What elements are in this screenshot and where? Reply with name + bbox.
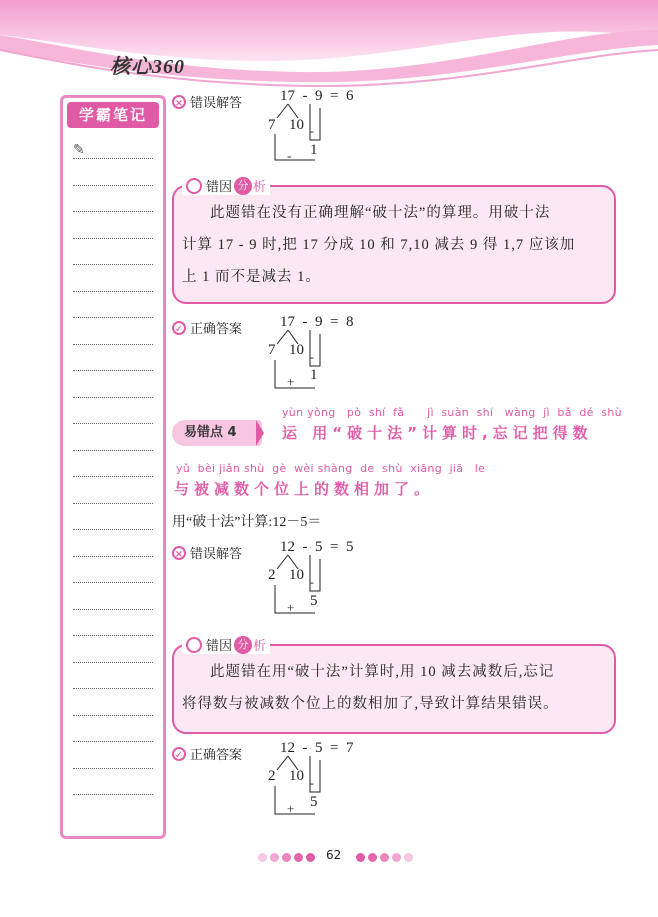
decomposition-tree-1 <box>260 100 380 170</box>
note-line <box>73 582 153 583</box>
minus-mark-2: - <box>310 350 314 364</box>
magnifier-icon <box>186 178 202 194</box>
note-line <box>73 529 153 530</box>
step-val-4: 5 <box>310 794 318 810</box>
brand-logo: 核心360 <box>110 56 185 78</box>
note-line <box>73 238 153 239</box>
analysis-badge: 分 <box>234 636 252 654</box>
note-line <box>73 185 153 186</box>
step-val-3: 5 <box>310 593 318 609</box>
note-line <box>73 503 153 504</box>
equation-2: 17 - 9 = 8 <box>280 314 354 330</box>
header-banner <box>0 0 658 95</box>
analysis-2-line-2: 将得数与被减数个位上的数相加了,导致计算结果错误。 <box>182 696 559 712</box>
split-left-1: 7 <box>268 117 276 133</box>
mistake-point-tag: 易错点 4 <box>172 420 262 446</box>
correct-answer-label-2: ✓ 正确答案 <box>172 744 242 763</box>
step-val-1: 1 <box>310 142 318 158</box>
footer-dot <box>404 853 413 862</box>
note-line <box>73 768 153 769</box>
note-line <box>73 635 153 636</box>
minus-mark-1: - <box>310 124 314 138</box>
step-op-2: + <box>287 374 295 389</box>
magnifier-icon <box>186 637 202 653</box>
wrong-answer-label-2: × 错误解答 <box>172 543 242 562</box>
mistake-text-line-2: 与被减数个位上的数相加了。 <box>174 480 435 498</box>
split-right-4: 10 <box>289 768 304 784</box>
note-line <box>73 211 153 212</box>
note-line <box>73 291 153 292</box>
footer-dot <box>356 853 365 862</box>
pinyin-line-1: yùn yòng pò shí fǎ jì suàn shí wàng jì bǎ dé shù <box>282 406 622 419</box>
problem-text: 用“破十法”计算:12－5＝ <box>172 515 322 530</box>
equation-1: 17 - 9 = 6 <box>280 88 354 104</box>
split-right-3: 10 <box>289 567 304 583</box>
footer-dot <box>306 853 315 862</box>
equation-4: 12 - 5 = 7 <box>280 740 354 756</box>
note-line <box>73 370 153 371</box>
note-line <box>73 450 153 451</box>
wrong-answer-label-1: × 错误解答 <box>172 92 242 111</box>
decomposition-tree-2 <box>260 326 380 396</box>
step-op-1: - <box>287 148 292 163</box>
analysis-1-line-3: 上 1 而不是减去 1。 <box>182 269 321 285</box>
minus-mark-4: - <box>310 776 314 790</box>
analysis-2-line-1: 此题错在用“破十法”计算时,用 10 减去减数后,忘记 <box>210 664 555 680</box>
check-icon: ✓ <box>172 747 186 761</box>
split-right-2: 10 <box>289 342 304 358</box>
note-line <box>73 556 153 557</box>
minus-mark-3: - <box>310 575 314 589</box>
footer-dot <box>294 853 303 862</box>
footer-dot <box>270 853 279 862</box>
split-left-4: 2 <box>268 768 276 784</box>
footer-dot <box>380 853 389 862</box>
note-line <box>73 264 153 265</box>
error-analysis-header-2: 错因 分 析 <box>182 635 270 654</box>
note-line <box>73 158 153 159</box>
wrong-icon: × <box>172 95 186 109</box>
split-right-1: 10 <box>289 117 304 133</box>
analysis-badge: 分 <box>234 177 252 195</box>
equation-3: 12 - 5 = 5 <box>280 539 354 555</box>
note-line <box>73 794 153 795</box>
tag-arrow <box>256 420 266 446</box>
note-line <box>73 317 153 318</box>
footer-dot <box>392 853 401 862</box>
error-analysis-box-2 <box>172 644 616 734</box>
pencil-icon: ✎ <box>73 142 85 158</box>
note-line <box>73 741 153 742</box>
notes-sidebar <box>60 95 166 839</box>
pinyin-line-2: yǔ bèi jiǎn shù gè wèi shàng de shù xiāng jiā le <box>176 462 486 475</box>
error-analysis-box-1 <box>172 185 616 304</box>
note-line <box>73 715 153 716</box>
check-icon: ✓ <box>172 321 186 335</box>
error-analysis-header-1: 错因 分 析 <box>182 176 270 195</box>
page-number: 62 <box>326 848 342 862</box>
note-line <box>73 344 153 345</box>
footer-dot <box>258 853 267 862</box>
decomposition-tree-3 <box>260 551 380 621</box>
correct-answer-label-1: ✓ 正确答案 <box>172 318 242 337</box>
split-left-2: 7 <box>268 342 276 358</box>
footer-dot <box>368 853 377 862</box>
analysis-1-line-1: 此题错在没有正确理解“破十法”的算理。用破十法 <box>210 205 551 221</box>
note-line <box>73 397 153 398</box>
step-val-2: 1 <box>310 367 318 383</box>
sidebar-title: 学霸笔记 <box>67 102 159 128</box>
note-line <box>73 662 153 663</box>
note-line <box>73 423 153 424</box>
mistake-text-line-1: 运 用“破十法”计算时,忘记把得数 <box>282 424 593 442</box>
step-op-4: + <box>287 801 295 816</box>
split-left-3: 2 <box>268 567 276 583</box>
note-line <box>73 609 153 610</box>
footer-dot <box>282 853 291 862</box>
wrong-icon: × <box>172 546 186 560</box>
step-op-3: + <box>287 600 295 615</box>
decomposition-tree-4 <box>260 752 380 822</box>
note-line <box>73 476 153 477</box>
note-line <box>73 688 153 689</box>
analysis-1-line-2: 计算 17 - 9 时,把 17 分成 10 和 7,10 减去 9 得 1,7 应该加 <box>182 237 576 253</box>
